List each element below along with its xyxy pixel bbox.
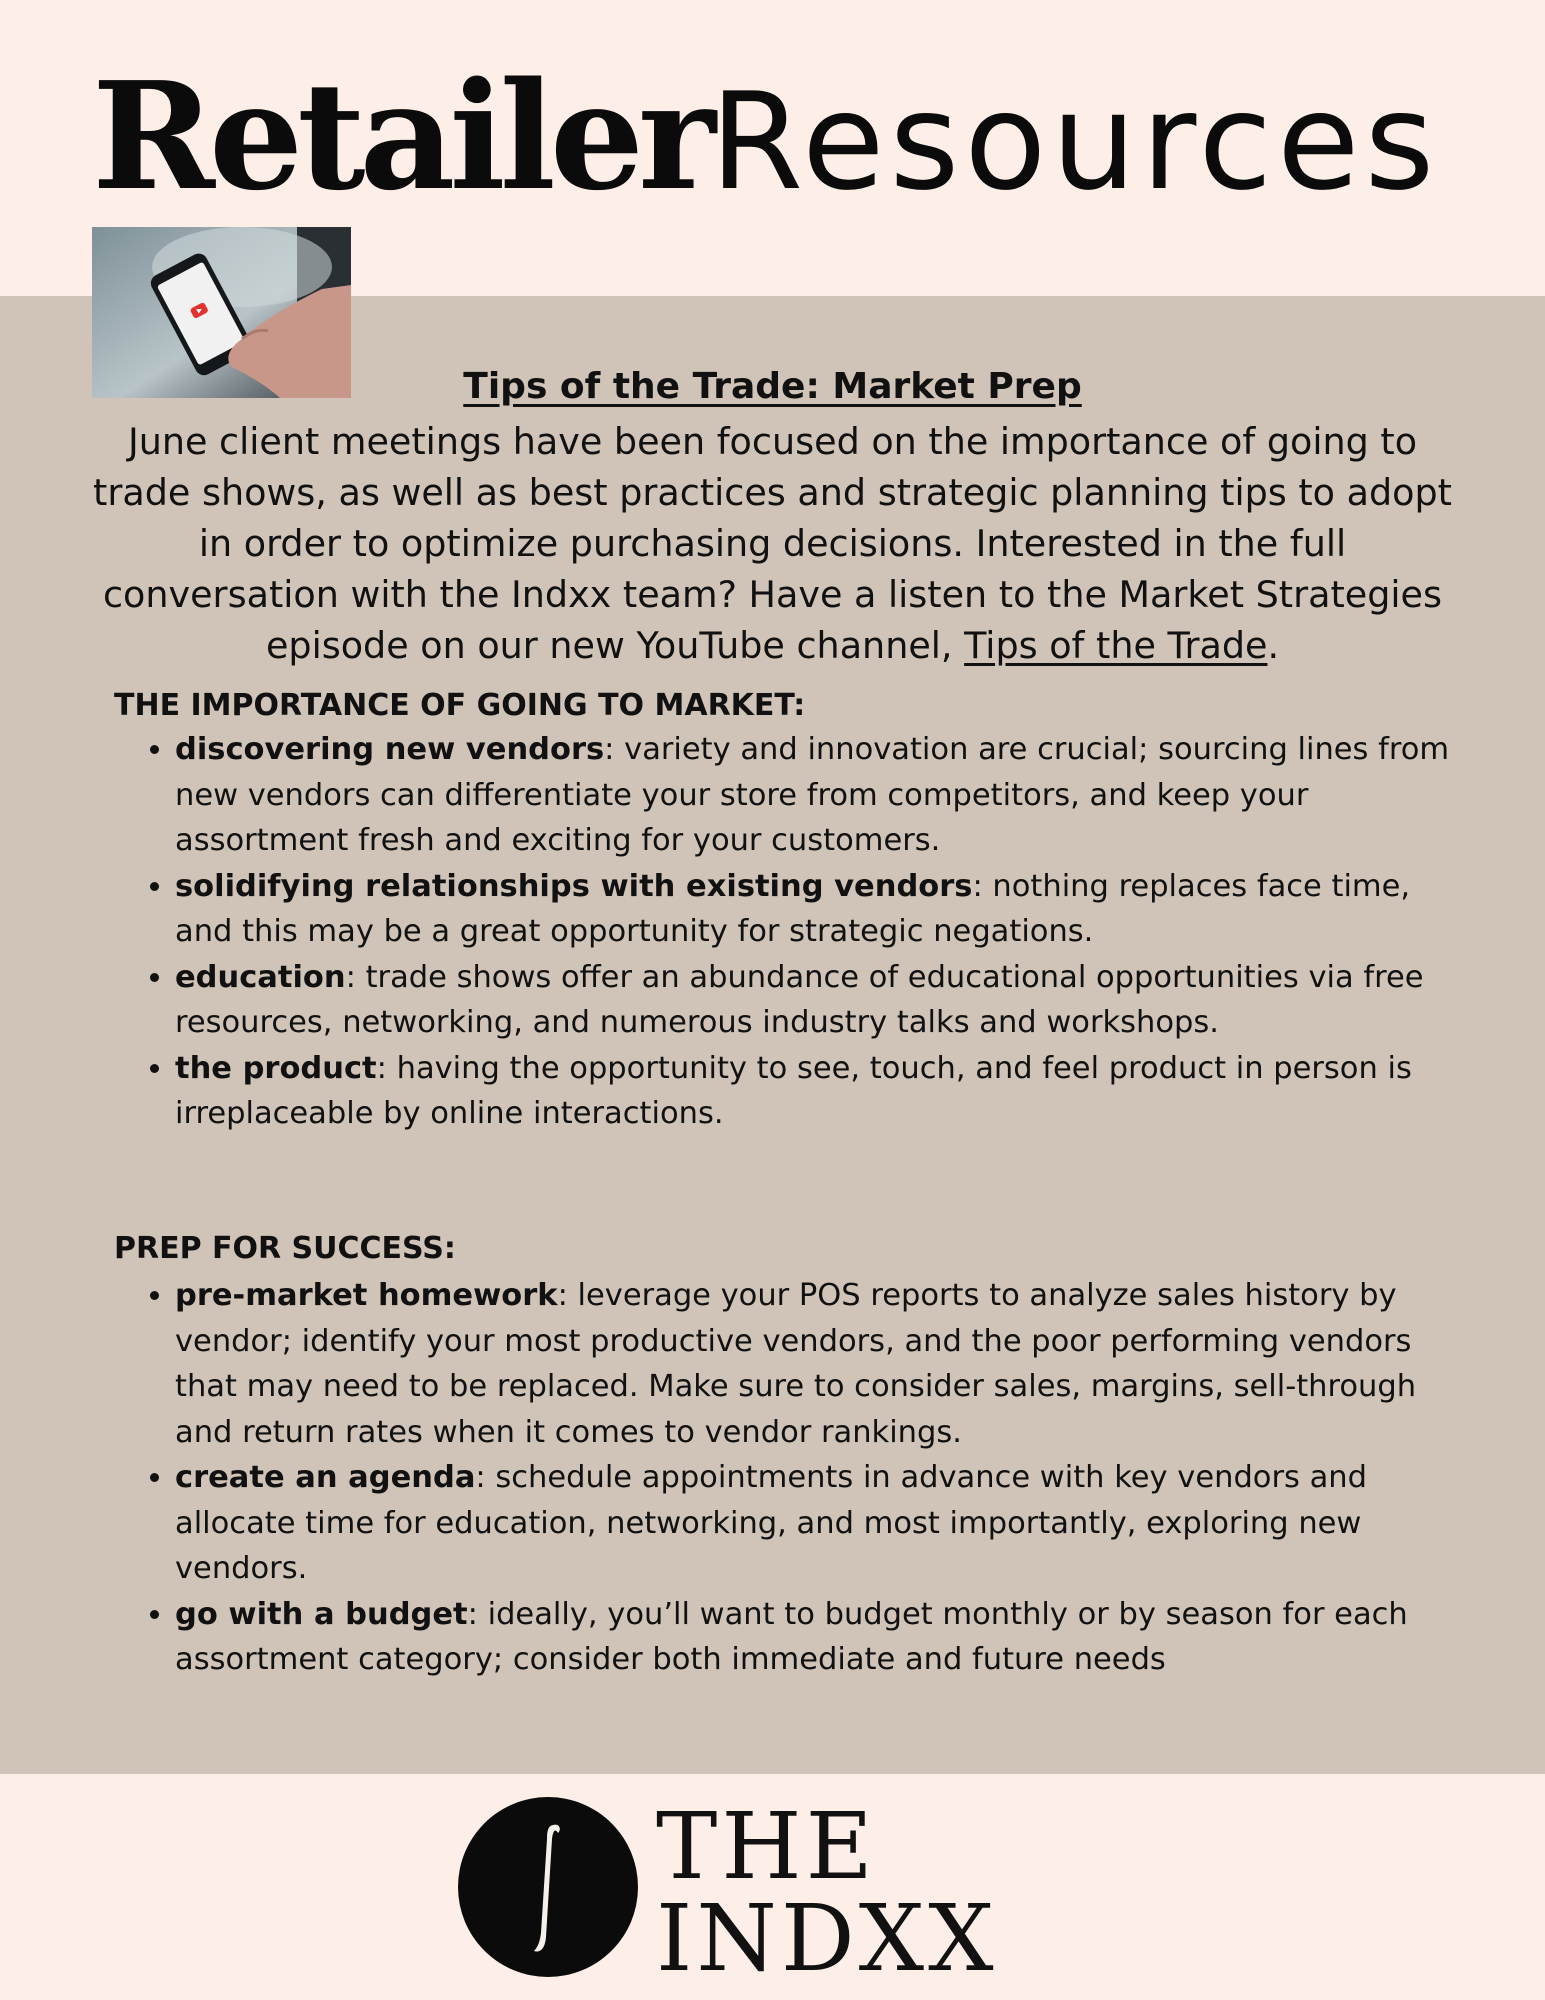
phone-youtube-photo bbox=[92, 227, 351, 398]
list-item bbox=[175, 727, 1465, 864]
importance-list bbox=[135, 727, 1465, 1137]
prep-list bbox=[135, 1273, 1465, 1683]
logo-line-indxx: INDXX bbox=[656, 1885, 998, 1992]
item-text: : ideally, you’ll want to budget monthly or by season for each assortment category; consider both immediate and future needs bbox=[175, 1596, 1408, 1677]
indxx-circle-logo-icon bbox=[458, 1797, 638, 1977]
list-item bbox=[175, 955, 1465, 1046]
intro-end: . bbox=[1267, 624, 1280, 667]
title-retailer: Retailer bbox=[92, 49, 710, 223]
item-term: create an agenda bbox=[175, 1460, 476, 1495]
item-text: : having the opportunity to see, touch, and feel product in person is irreplaceable by online interactions. bbox=[175, 1050, 1412, 1131]
indxx-logo bbox=[458, 1793, 1098, 1992]
item-text: : variety and innovation are crucial; sourcing lines from new vendors can differentiate your store from competitors, and keep your assortment fresh and exciting for your customers. bbox=[175, 732, 1450, 858]
item-term: education bbox=[175, 959, 346, 995]
list-item bbox=[175, 1455, 1465, 1592]
section-title: Tips of the Trade: Market Prep bbox=[463, 366, 1082, 407]
item-term: solidifying relationships with existing vendors bbox=[175, 868, 973, 904]
item-text: : trade shows offer an abundance of educational opportunities via free resources, networking, and numerous industry talks and workshops. bbox=[175, 959, 1424, 1040]
list-item bbox=[175, 1273, 1465, 1455]
prep-heading: PREP FOR SUCCESS: bbox=[114, 1231, 456, 1266]
item-term: pre-market homework bbox=[175, 1278, 558, 1313]
intro-text: June client meetings have been focused on the importance of going to trade shows, as well as best practices and strategic planning tips to adopt in order to optimize purchasing decisions. Interested in the full conversation with the Indxx team? Have a listen to the Market Strategies episode on our new YouTube channel, bbox=[93, 420, 1452, 667]
list-item bbox=[175, 864, 1465, 955]
title-resources: Resources bbox=[710, 64, 1440, 220]
item-text: : nothing replaces face time, and this may be a great opportunity for strategic negations. bbox=[175, 868, 1411, 949]
item-term: the product bbox=[175, 1050, 377, 1086]
list-item bbox=[175, 1592, 1465, 1683]
tips-of-the-trade-link[interactable]: Tips of the Trade bbox=[964, 624, 1268, 667]
logo-line-the: THE bbox=[656, 1793, 877, 1900]
page-title bbox=[92, 49, 1440, 223]
item-term: go with a budget bbox=[175, 1596, 468, 1632]
logo-wordmark bbox=[656, 1793, 998, 1992]
item-term: discovering new vendors bbox=[175, 732, 605, 767]
list-item bbox=[175, 1046, 1465, 1137]
intro-paragraph bbox=[80, 416, 1465, 671]
importance-heading: THE IMPORTANCE OF GOING TO MARKET: bbox=[114, 688, 806, 723]
item-text: : leverage your POS reports to analyze sales history by vendor; identify your most productive vendors, and the poor performing vendors that may need to be replaced. Make sure to consider sales, margins, sell-through and return rates when it comes to vendor rankings. bbox=[175, 1278, 1417, 1450]
item-text: : schedule appointments in advance with key vendors and allocate time for education, networking, and most importantly, exploring new vendors. bbox=[175, 1460, 1367, 1586]
